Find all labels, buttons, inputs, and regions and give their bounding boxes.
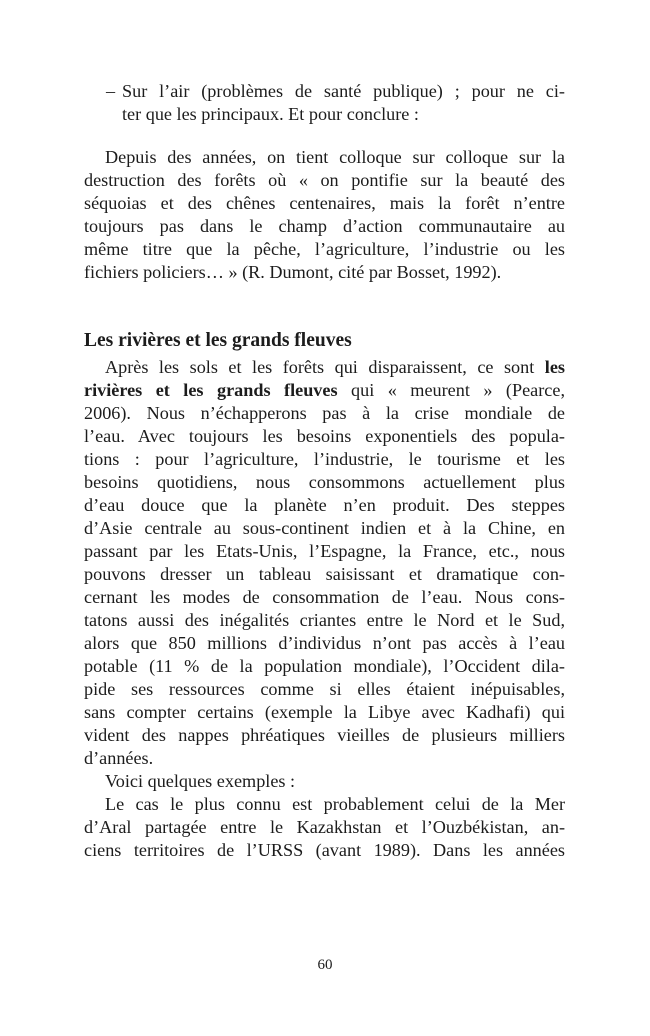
text-line — [84, 793, 565, 816]
text-line — [122, 103, 565, 126]
text-line — [84, 215, 565, 238]
dash-bullet: – — [106, 81, 116, 101]
text-line — [84, 169, 565, 192]
paragraph — [84, 770, 565, 793]
bullet-text — [122, 80, 565, 126]
text-line — [84, 425, 565, 448]
text-run: ciens territoires de l’URSS (avant 1989). Dans les années — [84, 840, 565, 860]
text-line — [84, 632, 565, 655]
text-line — [84, 494, 565, 517]
text-line — [84, 701, 565, 724]
text-run: destruction des forêts où « on pontifie sur la beauté des — [84, 170, 565, 190]
text-line — [84, 586, 565, 609]
section-heading: Les rivières et les grands fleuves — [84, 330, 352, 351]
text-run: toujours pas dans le champ d’action communautaire au — [84, 216, 565, 236]
text-line — [84, 839, 565, 862]
text-run: d’années. — [84, 748, 154, 768]
text-run: Voici quelques exemples : — [105, 771, 296, 791]
text-line — [84, 402, 565, 425]
text-run: sans compter certains (exemple la Libye avec Kadhafi) qui — [84, 702, 565, 722]
page-body — [84, 80, 565, 862]
text-line — [84, 261, 565, 284]
bold-text: rivières et les grands fleuves — [84, 380, 338, 400]
text-line — [84, 356, 565, 379]
text-line — [84, 816, 565, 839]
text-run: d’eau douce que la planète n’en produit. Des steppes — [84, 495, 565, 515]
text-line — [84, 238, 565, 261]
text-line — [84, 747, 565, 770]
text-run: pouvons dresser un tableau saisissant et dramatique con- — [84, 564, 565, 584]
text-line — [122, 80, 565, 103]
text-run: l’eau. Avec toujours les besoins exponentiels des popula- — [84, 426, 565, 446]
text-line — [84, 724, 565, 747]
text-run: Le cas le plus connu est probablement celui de la Mer — [105, 794, 565, 814]
text-run: alors que 850 millions d’individus n’ont pas accès à l’eau — [84, 633, 565, 653]
text-run: 2006). Nous n’échapperons pas à la crise mondiale de — [84, 403, 565, 423]
text-run: cernant les modes de consommation de l’eau. Nous cons- — [84, 587, 565, 607]
text-run: tatons aussi des inégalités criantes entre le Nord et le Sud, — [84, 610, 565, 630]
text-line — [84, 192, 565, 215]
page-number: 60 — [317, 957, 333, 973]
text-run: même titre que la pêche, l’agriculture, l’industrie ou les — [84, 239, 565, 259]
text-run: tions : pour l’agriculture, l’industrie, le tourisme et les — [84, 449, 565, 469]
text-run: d’Aral partagée entre le Kazakhstan et l’Ouzbékistan, an- — [84, 817, 565, 837]
text-run: ter que les principaux. Et pour conclure : — [122, 104, 419, 124]
text-run: Depuis des années, on tient colloque sur colloque sur la — [105, 147, 565, 167]
text-line — [84, 471, 565, 494]
text-run: besoins quotidiens, nous consommons actuellement plus — [84, 472, 565, 492]
text-run: passant par les Etats-Unis, l’Espagne, la France, etc., nous — [84, 541, 565, 561]
text-line — [84, 146, 565, 169]
bullet-item — [84, 80, 565, 126]
text-line — [84, 655, 565, 678]
text-line — [84, 678, 565, 701]
text-run: Après les sols et les forêts qui disparaissent, ce sont — [105, 357, 545, 377]
text-run: fichiers policiers… » (R. Dumont, cité par Bosset, 1992). — [84, 262, 502, 282]
text-line — [84, 540, 565, 563]
text-run: séquoias et des chênes centenaires, mais la forêt n’entre — [84, 193, 565, 213]
text-run: vident des nappes phréatiques vieilles de plusieurs milliers — [84, 725, 565, 745]
text-run: qui « meurent » (Pearce, — [337, 380, 565, 400]
paragraph — [84, 146, 565, 284]
text-line — [84, 770, 565, 793]
text-run: potable (11 % de la population mondiale), l’Occident dila- — [84, 656, 565, 676]
bold-text: les — [544, 357, 565, 377]
paragraph — [84, 356, 565, 770]
text-run: pide ses ressources comme si elles étaient inépuisables, — [84, 679, 565, 699]
text-line — [84, 448, 565, 471]
text-run: Sur l’air (problèmes de santé publique) ; pour ne ci- — [122, 81, 565, 101]
text-line — [84, 609, 565, 632]
text-line — [84, 563, 565, 586]
text-line — [84, 379, 565, 402]
text-run: d’Asie centrale au sous-continent indien et à la Chine, en — [84, 518, 565, 538]
paragraph — [84, 793, 565, 862]
text-line — [84, 517, 565, 540]
